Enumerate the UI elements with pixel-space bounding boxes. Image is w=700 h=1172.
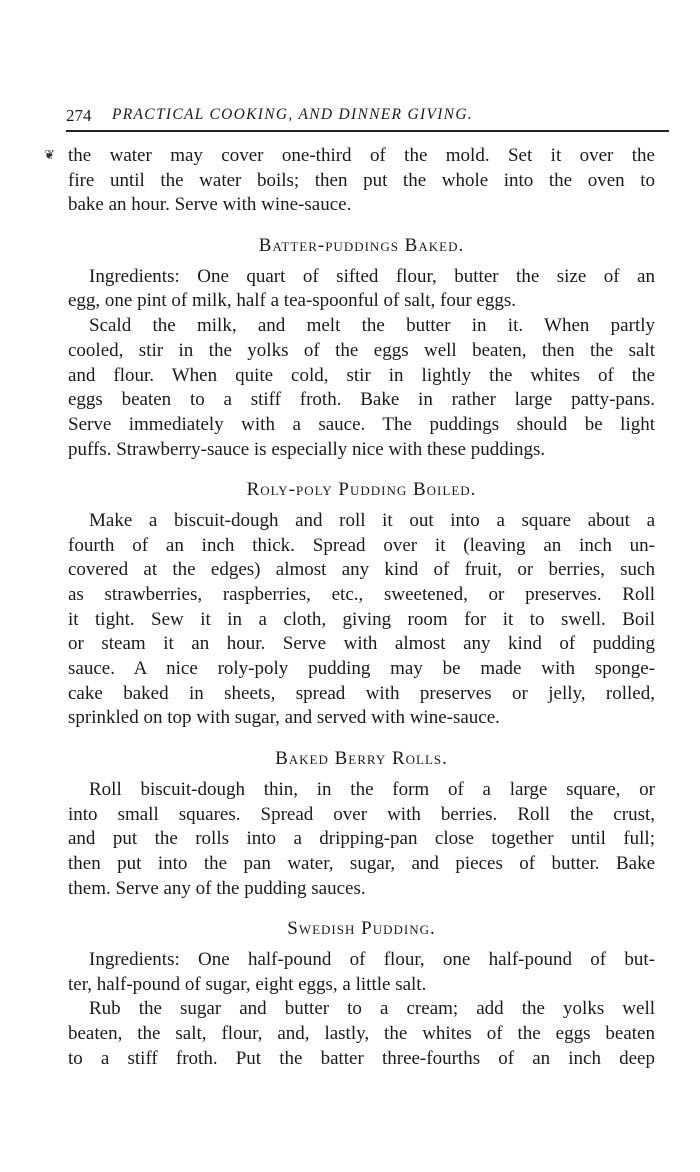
page-number: 274 (66, 106, 92, 125)
text-line: puffs. Strawberry-sauce is especially nice with these puddings. (68, 438, 546, 460)
text-line: it tight. Sew it in a cloth, giving room for it to swell. Boil (68, 608, 655, 630)
paragraph (68, 509, 655, 731)
recipe-section (68, 234, 655, 462)
text-line: Make a biscuit-dough and roll it out into a square about a (89, 509, 655, 531)
text-line: fire until the water boils; then put the whole into the oven to (68, 169, 655, 191)
text-line: eggs beaten to a stiff froth. Bake in rather large patty-pans. (68, 389, 655, 411)
text-line: cooled, stir in the yolks of the eggs well beaten, then the salt (68, 339, 655, 361)
text-line: Rub the sugar and butter to a cream; add the yolks well (89, 998, 655, 1020)
text-line: Serve immediately with a sauce. The puddings should be light (68, 413, 655, 435)
text-line: Scald the milk, and melt the butter in it. When partly (89, 315, 655, 337)
text-line: sprinkled on top with sugar, and served with wine-sauce. (68, 707, 500, 729)
text-line: sauce. A nice roly-poly pudding may be made with sponge- (68, 658, 655, 680)
paragraph (68, 314, 655, 462)
text-line: cake baked in sheets, spread with preserves or jelly, rolled, (68, 682, 655, 704)
header-rule (66, 130, 669, 132)
text-line: to a stiff froth. Put the batter three-fourths of an inch deep (68, 1047, 655, 1069)
text-line: and put the rolls into a dripping-pan close together until full; (68, 828, 655, 850)
text-line: covered at the edges) almost any kind of fruit, or berries, such (68, 559, 655, 581)
page-body (68, 144, 655, 1071)
text-line: Ingredients: One half-pound of flour, one half-pound of but- (89, 948, 655, 970)
paragraph (68, 778, 655, 901)
paragraph (68, 948, 655, 997)
text-line: into small squares. Spread over with berries. Roll the crust, (68, 803, 655, 825)
text-line: fourth of an inch thick. Spread over it (leaving an inch un- (68, 534, 655, 556)
running-head (66, 104, 668, 130)
recipe-section (68, 917, 655, 1071)
text-line: and flour. When quite cold, stir in lightly the whites of the (68, 364, 655, 386)
text-line: them. Serve any of the pudding sauces. (68, 877, 366, 899)
recipe-section (68, 478, 655, 731)
recipe-heading: Swedish Pudding. (287, 918, 436, 940)
text-line: egg, one pint of milk, half a tea-spoonful of salt, four eggs. (68, 290, 516, 312)
text-line: Ingredients: One quart of sifted flour, butter the size of an (89, 265, 655, 287)
text-line: as strawberries, raspberries, etc., sweetened, or preserves. Roll (68, 584, 655, 605)
text-line: beaten, the salt, flour, and, lastly, the whites of the eggs beaten (68, 1023, 655, 1044)
paragraph (68, 265, 655, 314)
text-line: Roll biscuit-dough thin, in the form of a large square, or (89, 778, 655, 800)
recipe-section (68, 144, 655, 218)
margin-ornament-icon: ❦ (44, 147, 55, 162)
text-line: ter, half-pound of sugar, eight eggs, a little salt. (68, 973, 427, 995)
recipe-heading: Baked Berry Rolls. (275, 748, 448, 770)
recipe-heading: Batter-puddings Baked. (258, 235, 465, 257)
text-line: then put into the pan water, sugar, and pieces of butter. Bake (68, 852, 655, 874)
recipe-section (68, 747, 655, 901)
text-line: or steam it an hour. Serve with almost any kind of pudding (68, 633, 655, 655)
paragraph (68, 144, 655, 218)
book-title: PRACTICAL COOKING, AND DINNER GIVING. (112, 106, 473, 123)
text-line: the water may cover one-third of the mold. Set it over the (68, 145, 655, 166)
paragraph (68, 997, 655, 1071)
recipe-heading: Roly-poly Pudding Boiled. (246, 479, 477, 501)
text-line: bake an hour. Serve with wine-sauce. (68, 194, 352, 216)
